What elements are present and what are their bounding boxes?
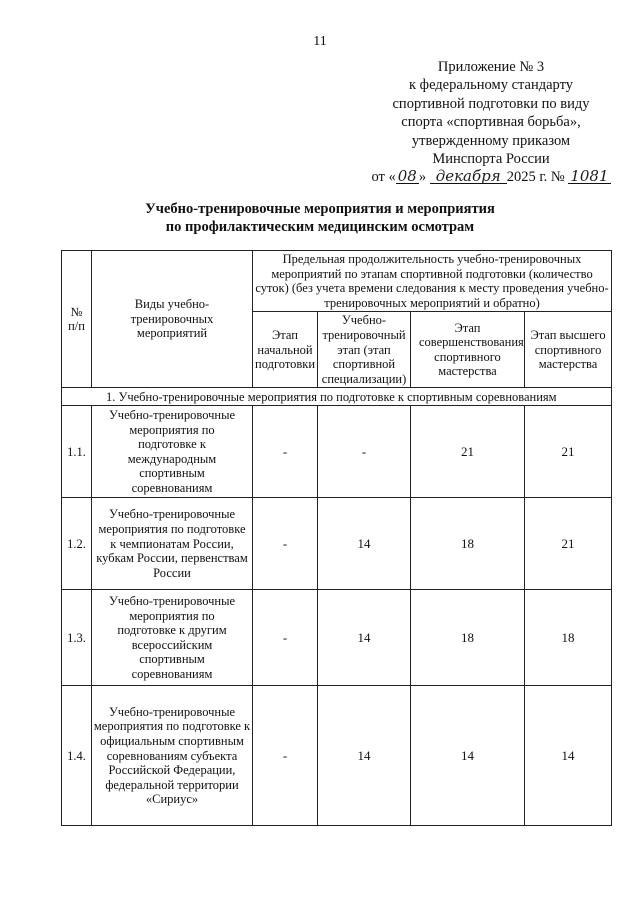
- row-stage-improvement: 18: [411, 498, 525, 590]
- row-stage-initial: -: [253, 590, 318, 686]
- header-stage-highest: Этап высшего спортивного мастерства: [525, 312, 612, 388]
- row-stage-highest: 21: [525, 406, 612, 498]
- appendix-line: спорта «спортивная борьба»,: [401, 114, 581, 131]
- document-title: [0, 200, 640, 236]
- row-stage-training: 14: [318, 686, 411, 826]
- appendix-block: [366, 58, 616, 187]
- appendix-date-line: [366, 168, 616, 186]
- row-num: 1.3.: [62, 590, 92, 686]
- row-stage-highest: 14: [525, 686, 612, 826]
- row-stage-improvement: 21: [411, 406, 525, 498]
- header-max-duration: Предельная продолжительность учебно-тренировочных мероприятий по этапам спортивной подготовки (количество суток) (без учета времени следования к месту проведения учебно-тренировочных мероприятий и обратно): [253, 251, 612, 312]
- title-line-2: по профилактическим медицинским осмотрам: [165, 219, 475, 235]
- appendix-line: спортивной подготовки по виду: [392, 95, 590, 112]
- table-row: [62, 590, 612, 686]
- table-row: [62, 686, 612, 826]
- row-event-name: Учебно-тренировочные мероприятия по подготовке к официальным спортивным соревнованиям субъекта Российской Федерации, федеральной территории «Сириус»: [92, 686, 253, 826]
- row-num: 1.2.: [62, 498, 92, 590]
- date-year: 2025 г. №: [506, 169, 565, 186]
- row-stage-training: -: [318, 406, 411, 498]
- training-events-table: [61, 250, 612, 826]
- row-stage-highest: 21: [525, 498, 612, 590]
- header-event-types: Виды учебно-тренировочных мероприятий: [92, 251, 253, 388]
- date-prefix: от «: [371, 169, 396, 186]
- title-line-1: Учебно-тренировочные мероприятия и мероприятия: [145, 201, 495, 217]
- row-num: 1.1.: [62, 406, 92, 498]
- appendix-line: к федеральному стандарту: [409, 77, 573, 94]
- handwritten-month: декабря: [430, 169, 507, 184]
- row-stage-improvement: 18: [411, 590, 525, 686]
- header-stage-improvement: Этап совершенствования спортивного мастерства: [411, 312, 525, 388]
- row-stage-training: 14: [318, 498, 411, 590]
- appendix-line: Минспорта России: [432, 151, 550, 168]
- row-event-name: Учебно-тренировочные мероприятия по подготовке к чемпионатам России, кубкам России, первенствам России: [92, 498, 253, 590]
- row-event-name: Учебно-тренировочные мероприятия по подготовке к другим всероссийским спортивным соревнованиям: [92, 590, 253, 686]
- appendix-line: утвержденному приказом: [411, 132, 571, 149]
- header-stage-initial: Этап начальной подготовки: [253, 312, 318, 388]
- row-stage-training: 14: [318, 590, 411, 686]
- header-num: № п/п: [62, 251, 92, 388]
- date-day-close: »: [418, 169, 427, 186]
- row-num: 1.4.: [62, 686, 92, 826]
- row-event-name: Учебно-тренировочные мероприятия по подготовке к международным спортивным соревнованиям: [92, 406, 253, 498]
- section-heading: 1. Учебно-тренировочные мероприятия по подготовке к спортивным соревнованиям: [62, 388, 612, 406]
- handwritten-day: 08: [397, 167, 417, 186]
- row-stage-highest: 18: [525, 590, 612, 686]
- row-stage-initial: -: [253, 686, 318, 826]
- row-stage-initial: -: [253, 498, 318, 590]
- table-row: [62, 406, 612, 498]
- handwritten-order-number: 1081: [570, 167, 609, 186]
- table-row: [62, 498, 612, 590]
- header-stage-training: Учебно-тренировочный этап (этап спортивной специализации): [318, 312, 411, 388]
- row-stage-initial: -: [253, 406, 318, 498]
- appendix-line: Приложение № 3: [437, 59, 545, 75]
- row-stage-improvement: 14: [411, 686, 525, 826]
- page-number: 11: [313, 34, 327, 49]
